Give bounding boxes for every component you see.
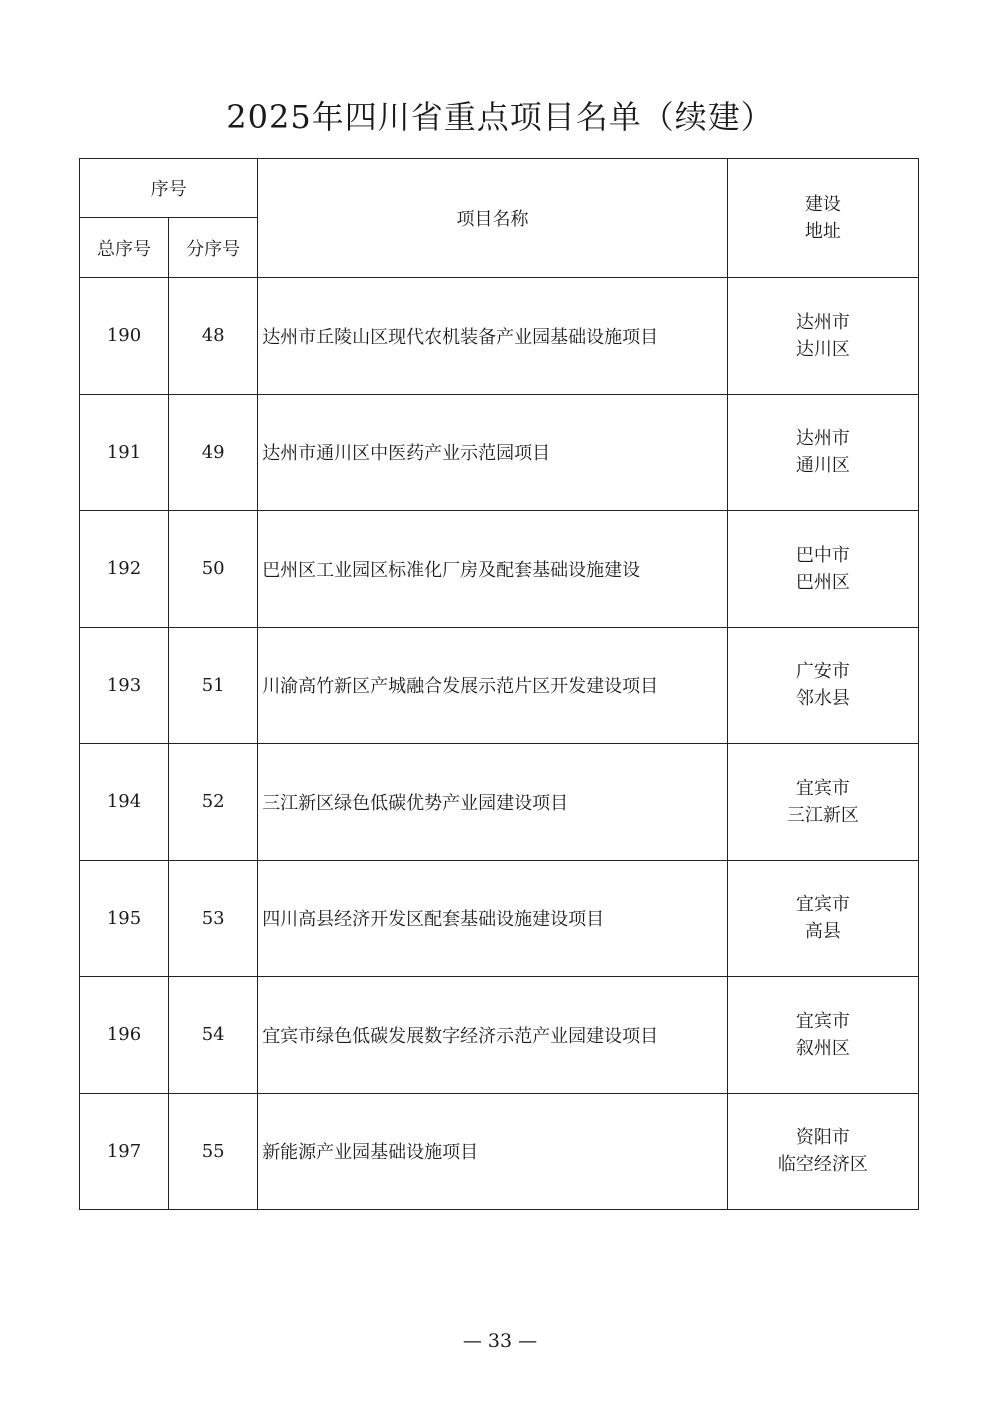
project-name-cell: 新能源产业园基础设施项目 xyxy=(258,1093,728,1210)
location-cell xyxy=(727,1093,918,1210)
location-header-line2: 地址 xyxy=(804,221,841,242)
total-seq-cell: 190 xyxy=(80,278,169,395)
sub-seq-cell: 55 xyxy=(169,1093,258,1210)
total-seq-header: 总序号 xyxy=(80,218,169,278)
location-district: 邻水县 xyxy=(795,688,850,710)
project-name-cell: 宜宾市绿色低碳发展数字经济示范产业园建设项目 xyxy=(258,977,728,1094)
location-city: 巴中市 xyxy=(795,544,850,566)
project-name-cell: 巴州区工业园区标准化厂房及配套基础设施建设 xyxy=(258,511,728,628)
total-seq-cell: 192 xyxy=(80,511,169,628)
total-seq-cell: 194 xyxy=(80,744,169,861)
seq-group-header: 序号 xyxy=(80,159,258,218)
location-cell xyxy=(727,860,918,977)
project-name-cell: 四川高县经济开发区配套基础设施建设项目 xyxy=(258,860,728,977)
location-cell xyxy=(727,511,918,628)
location-cell xyxy=(727,278,918,395)
page-title: 2025年四川省重点项目名单（续建） xyxy=(226,98,774,136)
location-district: 叙州区 xyxy=(795,1037,850,1059)
project-name-cell: 达州市通川区中医药产业示范园项目 xyxy=(258,394,728,511)
location-cell xyxy=(727,627,918,744)
sub-seq-cell: 49 xyxy=(169,394,258,511)
sub-seq-header: 分序号 xyxy=(169,218,258,278)
location-cell xyxy=(727,744,918,861)
location-district: 临空经济区 xyxy=(777,1154,868,1176)
table-row xyxy=(80,394,919,511)
location-city: 广安市 xyxy=(795,661,850,683)
total-seq-cell: 191 xyxy=(80,394,169,511)
total-seq-cell: 195 xyxy=(80,860,169,977)
table-row xyxy=(80,977,919,1094)
location-district: 通川区 xyxy=(795,455,850,477)
table-row xyxy=(80,860,919,977)
location-city: 宜宾市 xyxy=(795,777,850,799)
table-row xyxy=(80,627,919,744)
location-district: 达川区 xyxy=(795,338,850,360)
sub-seq-cell: 52 xyxy=(169,744,258,861)
sub-seq-cell: 53 xyxy=(169,860,258,977)
location-cell xyxy=(727,977,918,1094)
location-header-line1: 建设 xyxy=(804,194,841,215)
location-district: 三江新区 xyxy=(786,804,859,826)
total-seq-cell: 193 xyxy=(80,627,169,744)
project-table xyxy=(79,158,919,1210)
location-city: 宜宾市 xyxy=(795,1010,850,1032)
total-seq-cell: 196 xyxy=(80,977,169,1094)
location-district: 巴州区 xyxy=(795,571,850,593)
sub-seq-cell: 51 xyxy=(169,627,258,744)
total-seq-cell: 197 xyxy=(80,1093,169,1210)
sub-seq-cell: 54 xyxy=(169,977,258,1094)
location-city: 达州市 xyxy=(795,311,850,333)
table-row xyxy=(80,278,919,395)
project-name-cell: 达州市丘陵山区现代农机装备产业园基础设施项目 xyxy=(258,278,728,395)
table-row xyxy=(80,511,919,628)
project-name-header: 项目名称 xyxy=(258,159,728,278)
sub-seq-cell: 50 xyxy=(169,511,258,628)
table-row xyxy=(80,1093,919,1210)
location-cell xyxy=(727,394,918,511)
location-district: 高县 xyxy=(804,921,841,943)
location-city: 达州市 xyxy=(795,428,850,450)
table-row xyxy=(80,744,919,861)
location-header xyxy=(727,159,918,278)
location-city: 宜宾市 xyxy=(795,894,850,916)
project-name-cell: 川渝高竹新区产城融合发展示范片区开发建设项目 xyxy=(258,627,728,744)
location-city: 资阳市 xyxy=(795,1127,850,1149)
project-name-cell: 三江新区绿色低碳优势产业园建设项目 xyxy=(258,744,728,861)
sub-seq-cell: 48 xyxy=(169,278,258,395)
page-number: — 33 — xyxy=(462,1330,538,1352)
table-header-row xyxy=(80,159,919,218)
